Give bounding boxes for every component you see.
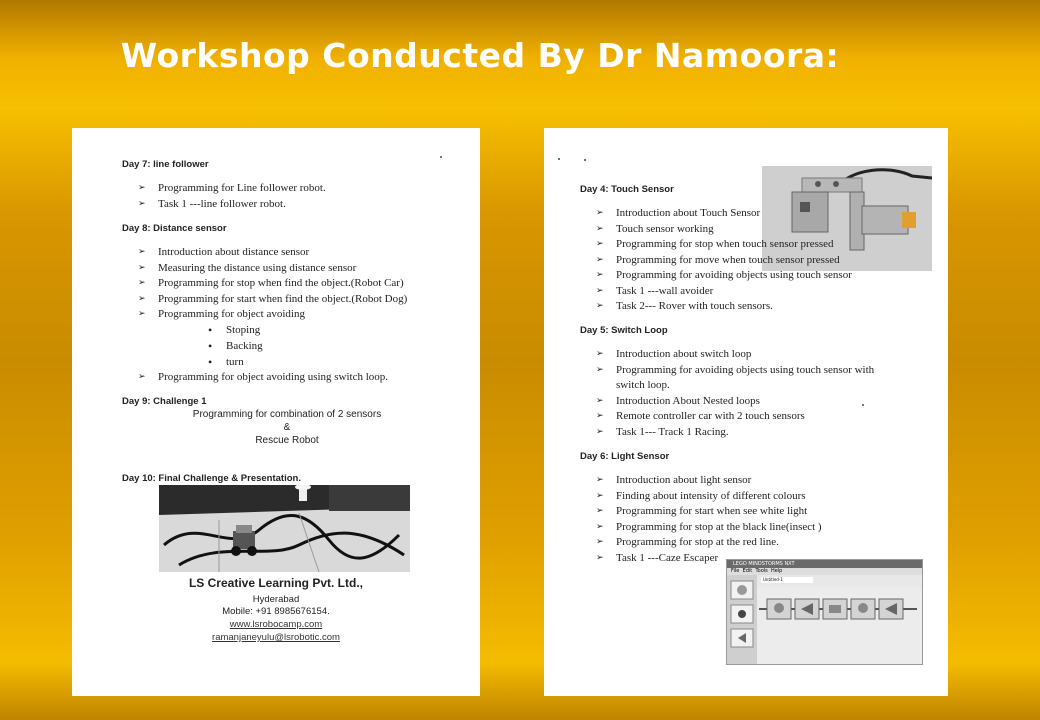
software-menubar xyxy=(727,568,922,575)
day9-line1: Programming for combination of 2 sensors xyxy=(192,409,382,420)
company-city: Hyderabad xyxy=(252,594,300,605)
day8-list xyxy=(138,245,407,323)
list-item: ➢ Introduction About Nested loops xyxy=(596,394,896,410)
list-item: ➢ Programming for start when see white light xyxy=(596,504,822,520)
list-item: ➢ Programming for stop at the red line. xyxy=(596,535,822,551)
day9-line3: Rescue Robot xyxy=(255,435,319,446)
software-tab: Untitled-1 xyxy=(761,577,813,583)
email-text: ramanjaneyulu@lsrobotic.com xyxy=(212,632,340,643)
website-text: www.lsrobocamp.com xyxy=(229,619,323,630)
list-item: ➢ Programming for start when find the object.(Robot Dog) xyxy=(138,292,407,308)
company-email-link[interactable] xyxy=(72,632,480,643)
slide-title: Workshop Conducted By Dr Namoora: xyxy=(120,36,840,75)
list-item: ➢ Task 1 ---Caze Escaper xyxy=(596,551,822,567)
day9-line2: & xyxy=(283,422,291,433)
list-item: ➢ Task 2--- Rover with touch sensors. xyxy=(596,299,852,315)
day7-heading: Day 7: line follower xyxy=(122,159,209,170)
list-item: ➢ Measuring the distance using distance sensor xyxy=(138,261,407,277)
list-item: ➢ Touch sensor working xyxy=(596,222,852,238)
list-item: ➢ Introduction about light sensor xyxy=(596,473,822,489)
list-item: ➢ Finding about intensity of different colours xyxy=(596,489,822,505)
list-item: ➢ Remote controller car with 2 touch sensors xyxy=(596,409,896,425)
day9-heading: Day 9: Challenge 1 xyxy=(122,396,207,407)
list-item: ➢ Programming for stop at the black line(insect ) xyxy=(596,520,822,536)
day4-list xyxy=(596,206,852,315)
day6-heading: Day 6: Light Sensor xyxy=(580,451,670,462)
sub-list-item: • turn xyxy=(208,354,263,370)
menu-file: File xyxy=(731,568,740,574)
sub-list-item: • Backing xyxy=(208,338,263,354)
software-titlebar: LEGO MINDSTORMS NXT xyxy=(727,560,922,568)
list-item: ➢ Introduction about distance sensor xyxy=(138,245,407,261)
day6-list xyxy=(596,473,822,566)
list-item: ➢ Task 1--- Track 1 Racing. xyxy=(596,425,896,441)
day10-heading: Day 10: Final Challenge & Presentation. xyxy=(122,473,301,484)
list-item: ➢ Programming for move when touch sensor pressed xyxy=(596,253,852,269)
software-screenshot xyxy=(726,559,923,665)
list-item: ➢ Introduction about Touch Sensor xyxy=(596,206,852,222)
company-name: LS Creative Learning Pvt. Ltd., xyxy=(188,576,364,590)
menu-tools: Tools xyxy=(755,568,768,574)
list-item: ➢ Programming for object avoiding using switch loop. xyxy=(138,370,388,386)
menu-edit: Edit xyxy=(742,568,753,574)
day7-list xyxy=(138,181,326,212)
list-item: ➢ Programming for avoiding objects using touch sensor xyxy=(596,268,852,284)
day8-sublist xyxy=(208,322,263,370)
list-item: ➢ Programming for Line follower robot. xyxy=(138,181,326,197)
left-document-page xyxy=(72,128,480,696)
list-item: ➢ Task 1 ---line follower robot. xyxy=(138,197,326,213)
list-item: ➢ Task 1 ---wall avoider xyxy=(596,284,852,300)
menu-help: Help xyxy=(770,568,783,574)
robot-track-photo xyxy=(159,485,410,572)
list-item: ➢ Programming for stop when touch sensor pressed xyxy=(596,237,852,253)
day8-heading: Day 8: Distance sensor xyxy=(122,223,227,234)
day5-list xyxy=(596,347,896,440)
day8-list-end xyxy=(138,370,388,386)
sub-list-item: • Stoping xyxy=(208,322,263,338)
company-website-link[interactable] xyxy=(72,619,480,630)
list-item: ➢ Introduction about switch loop xyxy=(596,347,896,363)
list-item: ➢ Programming for object avoiding xyxy=(138,307,407,323)
day5-heading: Day 5: Switch Loop xyxy=(580,325,668,336)
company-mobile: Mobile: +91 8985676154. xyxy=(222,606,330,617)
list-item: ➢ Programming for stop when find the object.(Robot Car) xyxy=(138,276,407,292)
right-document-page xyxy=(544,128,948,696)
day4-heading: Day 4: Touch Sensor xyxy=(580,184,674,195)
list-item: ➢ Programming for avoiding objects using touch sensor with switch loop. xyxy=(596,363,896,394)
